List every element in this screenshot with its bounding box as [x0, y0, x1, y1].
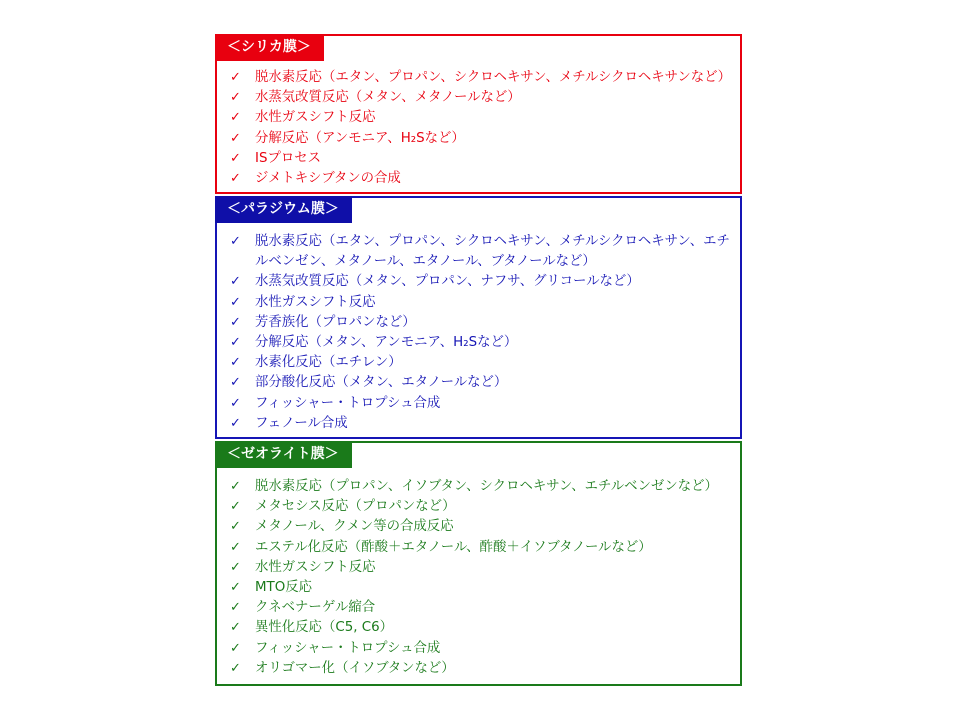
list-item: ✓ 脱水素反応（エタン、プロパン、シクロヘキサン、メチルシクロヘキサン、エチルベンゼン、メタノール、エタノール、ブタノールなど） [230, 234, 730, 270]
check-icon: ✓ [230, 70, 241, 85]
check-icon: ✓ [230, 294, 241, 310]
list-item: ✓ 異性化反応（C5, C6） [225, 618, 732, 638]
list-item: ✓ クネベナーゲル縮合 [225, 598, 732, 618]
list-item: ✓ 水性ガスシフト反応 [225, 558, 732, 578]
check-icon: ✓ [230, 479, 241, 494]
check-icon: ✓ [230, 171, 241, 187]
list-item: ✓ メタセシス反応（プロパンなど） [225, 497, 732, 517]
check-icon: ✓ [230, 150, 241, 166]
list-item: ✓ 分解反応（メタン、アンモニア、H₂Sなど） [225, 333, 732, 353]
check-icon: ✓ [230, 660, 241, 676]
check-icon: ✓ [230, 600, 241, 616]
zeolite-membrane-panel [215, 441, 742, 686]
check-icon: ✓ [230, 395, 241, 411]
check-icon: ✓ [230, 110, 241, 126]
silica-reaction-list [225, 68, 732, 189]
list-item: ✓ 水素化反応（エチレン） [225, 353, 732, 373]
check-icon: ✓ [230, 234, 241, 249]
list-item: ✓ 部分酸化反応（メタン、エタノールなど） [225, 373, 732, 393]
silica-membrane-title: ＜シリカ膜＞ [215, 34, 324, 61]
list-item: ✓ 脱水素反応（プロパン、イソブタン、シクロヘキサン、エチルベンゼンなど） [225, 477, 732, 497]
list-item: ✓ MTO反応 [225, 578, 732, 598]
check-icon: ✓ [230, 640, 241, 656]
check-icon: ✓ [230, 355, 241, 371]
list-item: ✓ 水蒸気改質反応（メタン、プロパン、ナフサ、グリコールなど） [225, 272, 732, 292]
check-icon: ✓ [230, 335, 241, 351]
check-icon: ✓ [230, 314, 241, 330]
list-item: ✓ ISプロセス [225, 149, 732, 169]
check-icon: ✓ [230, 415, 241, 431]
check-icon: ✓ [230, 539, 241, 555]
list-item: ✓ 芳香族化（プロパンなど） [225, 313, 732, 333]
check-icon: ✓ [230, 519, 241, 535]
zeolite-membrane-title: ＜ゼオライト膜＞ [215, 441, 352, 468]
zeolite-reaction-list [225, 477, 732, 679]
silica-membrane-panel [215, 34, 742, 194]
list-item: ✓ フェノール合成 [225, 414, 732, 434]
list-item: ✓ 脱水素反応（エタン、プロパン、シクロヘキサン、メチルシクロヘキサンなど） [225, 68, 732, 88]
list-item: ✓ 分解反応（アンモニア、H₂Sなど） [225, 129, 732, 149]
check-icon: ✓ [230, 499, 241, 515]
check-icon: ✓ [230, 274, 241, 290]
list-item: ✓ 水性ガスシフト反応 [225, 108, 732, 128]
check-icon: ✓ [230, 620, 241, 636]
list-item: ✓ エステル化反応（酢酸＋エタノール、酢酸＋イソブタノールなど） [225, 538, 732, 558]
palladium-membrane-title: ＜パラジウム膜＞ [215, 196, 352, 223]
check-icon: ✓ [230, 375, 241, 391]
list-item: ✓ 水性ガスシフト反応 [225, 293, 732, 313]
check-icon: ✓ [230, 580, 241, 596]
check-icon: ✓ [230, 559, 241, 575]
list-item: ✓ ジメトキシブタンの合成 [225, 169, 732, 189]
list-item: ✓ フィッシャー・トロプシュ合成 [225, 639, 732, 659]
palladium-membrane-panel [215, 196, 742, 439]
check-icon: ✓ [230, 90, 241, 106]
palladium-reaction-list [225, 232, 732, 434]
check-icon: ✓ [230, 130, 241, 146]
list-item: ✓ オリゴマー化（イソブタンなど） [225, 659, 732, 679]
list-item: ✓ フィッシャー・トロプシュ合成 [225, 394, 732, 414]
list-item: ✓ 水蒸気改質反応（メタン、メタノールなど） [225, 88, 732, 108]
list-item: ✓ メタノール、クメン等の合成反応 [225, 517, 732, 537]
